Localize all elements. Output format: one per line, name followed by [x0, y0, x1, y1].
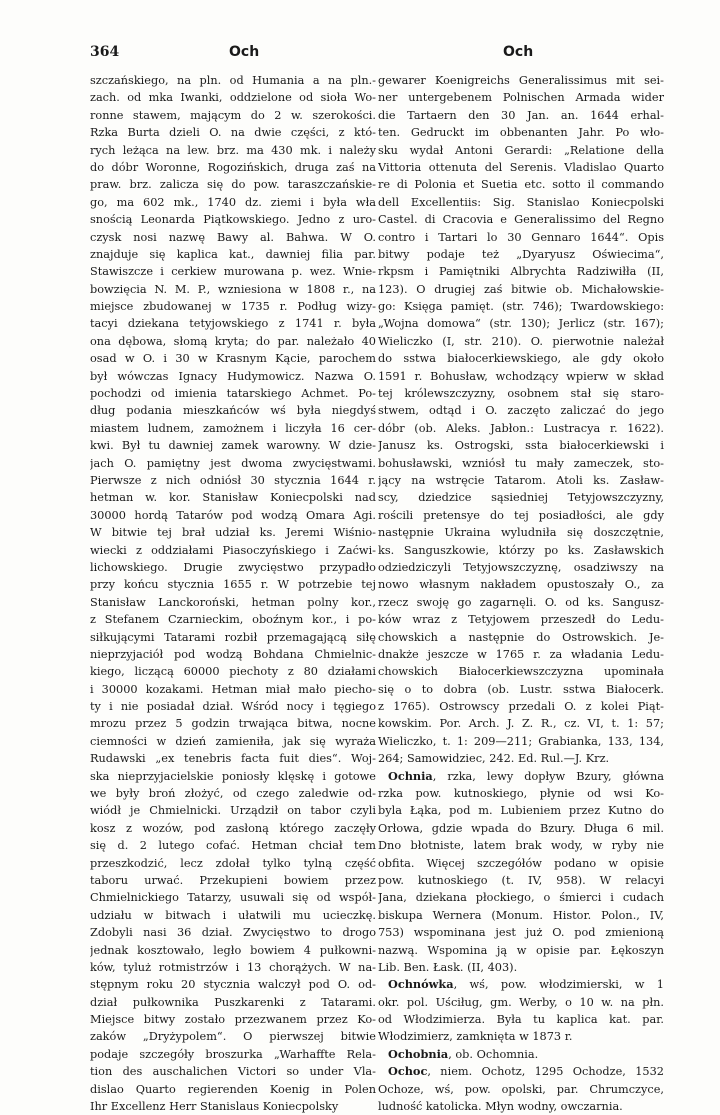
- text-line: praw. brz. zalicza się do pow. taraszczańskie-: [90, 178, 376, 192]
- text-line: wiódł je Chmielnicki. Urządził on tabor czyli: [90, 804, 376, 818]
- text-line: ks. Sanguszkowie, którzy po ks. Zasławskich: [378, 543, 664, 557]
- left-column: [90, 72, 376, 1115]
- text-line: go: Księga pamięt. (str. 746); Twardowskiego:: [378, 300, 664, 314]
- text-line: odziedziczyli Tetyjowszczyznę, osadziwszy na: [378, 560, 664, 574]
- text-line: ków, tyluż rotmistrzów i 13 chorążych. W na-: [90, 960, 376, 974]
- text-line: 264; Samowidziec, 242. Ed. Rul.—J. Krz.: [378, 752, 610, 766]
- text-line: zaków „Dryżypolem“. O pierwszej bitwie: [90, 1030, 376, 1044]
- text-line: Wieliczko (I, str. 210). O. pierwotnie należał: [378, 334, 664, 348]
- text-line: miastem ludnem, zamożnem i liczyła 16 cer-: [90, 421, 376, 435]
- text-line: rzecz swoję go zagarnęli. O. od ks. Sangusz-: [378, 595, 664, 609]
- text-line: rkpsm i Pamiętniki Albrychta Radziwiłła (II,: [378, 265, 664, 279]
- text-line: tion des auschalichen Victori so under Vla-: [90, 1065, 376, 1079]
- text-line: sku wydał Antoni Gerardi: „Relatione della: [378, 143, 664, 157]
- text-line: ronne stawem, mającym do 2 w. szerokości.: [90, 108, 376, 122]
- text-line: miejsce zbudowanej w 1735 r. Podług wizy-: [90, 300, 376, 314]
- text-line: dell Excellentiis: Sig. Stanislao Koniecpolski: [378, 195, 664, 209]
- text-line: rzka pow. kutnoskiego, płynie od wsi Ko-: [378, 787, 664, 801]
- text-line: ona dębowa, słomą kryta; do par. należało 40: [90, 334, 376, 348]
- text-line: się d. 2 lutego cofać. Hetman chciał tem: [90, 839, 376, 853]
- text-line: Stawiszcze i cerkiew murowana p. wez. Wnie-: [90, 265, 376, 279]
- text-line: jach O. pamiętny jest dwoma zwycięstwami.: [90, 456, 376, 470]
- text-line: przy końcu stycznia 1655 r. W potrzebie tej: [90, 578, 376, 592]
- text-line: pochodzi od imienia tatarskiego Achmet. Po-: [90, 387, 376, 401]
- text-line: nazwą. Wspomina ją w opisie par. Łękoszyn: [378, 943, 664, 957]
- text-line: Lib. Ben. Łask. (II, 403).: [378, 960, 518, 974]
- text-line: byla Łąka, pod m. Lubieniem przez Kutno do: [378, 804, 664, 818]
- text-line: siłkującymi Tatarami rozbił przemagającą siłę: [90, 630, 376, 644]
- text-line: dział pułkownika Puszkarenki z Tatarami.: [90, 995, 376, 1009]
- text-line: Rudawski „ex tenebris facta fuit dies“. Woj-: [90, 752, 376, 766]
- text-line: Ochoc, niem. Ochotz, 1295 Ochodze, 1532: [388, 1064, 664, 1079]
- text-line: Rzka Burta dzieli O. na dwie części, z któ-: [90, 126, 376, 140]
- text-line: Zdobyli nasi 36 dział. Zwycięstwo to drogo: [90, 926, 376, 940]
- text-line: kwi. Był tu dawniej zamek warowny. W dzie-: [90, 439, 376, 453]
- text-line: wiecki z oddziałami Piasoczyńskiego i Zaćwi-: [90, 543, 376, 557]
- text-line: znajduje się kaplica kat., dawniej filia par.: [90, 247, 376, 261]
- text-line: ner untergebenem Polnischen Armada wider: [378, 91, 664, 105]
- running-title-right: Och: [503, 44, 534, 60]
- text-line: biskupa Wernera (Monum. Histor. Polon., IV,: [378, 908, 664, 922]
- text-line: chowskich Białocerkiewszczyzna upominała: [378, 665, 664, 679]
- text-line: kowskim. Por. Arch. J. Z. R., cz. VI, t. 1: 57;: [378, 717, 664, 731]
- text-line: ków wraz z Tetyjowem przeszedł do Ledu-: [378, 613, 664, 627]
- text-line: 1591 r. Bohusław, wchodzący wpierw w skład: [378, 369, 664, 383]
- entry-headword: Ochoc: [388, 1064, 428, 1079]
- text-line: z 1765). Ostrowscy przedali O. z kolei Piąt-: [378, 700, 664, 714]
- text-line: nowo własnym nakładem opustoszały O., za: [378, 578, 664, 592]
- entry-headword: Ochnia: [388, 768, 433, 783]
- text-line: rościli pretensye do tej posiadłości, ale gdy: [378, 508, 664, 522]
- text-line: tacyi dziekana tetyjowskiego z 1741 r. była: [90, 317, 376, 331]
- text-line: chowskich a następnie do Ostrowskich. Je-: [378, 630, 664, 644]
- text-line: 30000 hordą Tatarów pod wodzą Omara Agi.: [90, 508, 376, 522]
- text-line: przeszkodzić, lecz zdołał tylko tylną część: [90, 856, 376, 870]
- text-line: kosz z wozów, pod zasłoną którego zaczęły: [90, 821, 376, 835]
- text-line: tej królewszczyzny, osobnem stał się staro-: [378, 387, 664, 401]
- text-line: był wówczas Ignacy Hudymowicz. Nazwa O.: [90, 369, 376, 383]
- text-line: stępnym roku 20 stycznia walczył pod O. od-: [90, 978, 376, 992]
- text-line: się o to dobra (ob. Lustr. sstwa Białocerk.: [378, 682, 664, 696]
- text-line: kiego, liczącą 60000 piechoty z 80 działami: [90, 665, 376, 679]
- text-line: do dóbr Woronne, Rogozińskich, druga zaś na: [90, 160, 376, 174]
- text-line: dnakże jeszcze w 1765 r. za władania Ledu-: [378, 647, 664, 661]
- text-line: ska nieprzyjacielskie poniosły klęskę i gotowe: [90, 769, 376, 783]
- text-line: dóbr (ob. Aleks. Jabłon.: Lustracya r. 1622).: [378, 421, 664, 435]
- text-line: W bitwie tej brał udział ks. Jeremi Wiśnio-: [90, 526, 376, 540]
- text-line: Ihr Excellenz Herr Stanislaus Koniecpolsky: [90, 1100, 339, 1114]
- text-line: re di Polonia et Suetia etc. sotto il commando: [378, 178, 664, 192]
- text-line: Dno błotniste, latem brak wody, w ryby nie: [378, 839, 664, 853]
- text-line: z Stefanem Czarnieckim, oboźnym kor., i po-: [90, 613, 376, 627]
- text-line: Stanisław Lanckoroński, hetman polny kor.,: [90, 595, 376, 609]
- text-line: ludność katolicka. Młyn wodny, owczarnia.: [378, 1100, 623, 1114]
- text-line: Włodzimierz, zamknięta w 1873 r.: [378, 1030, 573, 1044]
- text-line: osad w O. i 30 w Krasnym Kącie, parochem: [90, 352, 376, 366]
- text-line: Miejsce bitwy zostało przezwanem przez Ko-: [90, 1013, 376, 1027]
- text-line: następnie Ukraina wyludniła się doszczętnie,: [378, 526, 664, 540]
- text-line: lichowskiego. Drugie zwycięstwo przypadło: [90, 560, 376, 574]
- text-line: dislao Quarto regierenden Koenig in Polen: [90, 1082, 376, 1096]
- text-line: nieprzyjaciół pod wodzą Bohdana Chmielnic-: [90, 647, 376, 661]
- text-line: Chmielnickiego Tatarzy, usuwali się od współ-: [90, 891, 376, 905]
- text-line: Ochnia, rzka, lewy dopływ Bzury, główna: [388, 768, 664, 783]
- entry-headword: Ochnówka: [388, 977, 454, 992]
- text-line: mrozu przez 5 godzin trwająca bitwa, nocne: [90, 717, 376, 731]
- text-line: Castel. di Cracovia e Generalissimo del Regno: [378, 213, 664, 227]
- text-line: ciemności w dzień zamieniła, jak się wyraża: [90, 734, 376, 748]
- text-line: go, ma 602 mk., 1740 dz. ziemi i była wła: [90, 195, 376, 209]
- text-line: 753) wspominana jest już O. pod zmienioną: [378, 926, 664, 940]
- text-line: Ochobnia, ob. Ochomnia.: [388, 1046, 539, 1061]
- text-line: Pierwsze z nich odniósł 30 stycznia 1644 r.: [90, 473, 376, 487]
- text-line: Wieliczko, t. 1: 209—211; Grabianka, 133, 134,: [378, 734, 664, 748]
- text-line: ty i nie posiadał dział. Wśród nocy i tęgiego: [90, 700, 376, 714]
- text-line: podaje szczegóły broszurka „Warhaffte Rela-: [90, 1047, 376, 1061]
- text-line: die Tartaern den 30 Jan. an. 1644 erhal-: [378, 108, 664, 122]
- text-line: bitwy podaje też „Dyaryusz Oświecima“,: [378, 247, 664, 261]
- text-line: Ochoze, wś, pow. opolski, par. Chrumczyce,: [378, 1082, 664, 1096]
- entry-headword: Ochobnia: [388, 1046, 449, 1061]
- text-line: we były broń złożyć, od czego zaledwie od-: [90, 787, 376, 801]
- text-line: udziału w bitwach i ułatwili mu ucieczkę.: [90, 908, 376, 922]
- text-line: dług podania mieszkańców wś była niegdyś: [90, 404, 376, 418]
- text-line: Vittoria ottenuta del Serenis. Vladislao Quarto: [378, 160, 664, 174]
- text-line: taboru urwać. Przekupieni bowiem przez: [90, 873, 376, 887]
- text-line: do sstwa białocerkiewskiego, ale gdy około: [378, 352, 664, 366]
- text-line: „Wojna domowa“ (str. 130); Jerlicz (str. 167);: [378, 317, 664, 331]
- text-line: gewarer Koenigreichs Generalissimus mit sei-: [378, 74, 664, 87]
- text-line: bohusławski, wzniósł tu mały zameczek, sto-: [378, 456, 664, 470]
- text-line: obfita. Więcej szczegółów podano w opisie: [378, 856, 664, 870]
- text-line: pow. kutnoskiego (t. IV, 958). W relacyi: [378, 873, 664, 887]
- text-line: contro i Tartari lo 30 Gennaro 1644“. Opis: [378, 230, 664, 244]
- text-line: snością Leonarda Piątkowskiego. Jedno z uro-: [90, 213, 376, 227]
- text-line: szczańskiego, na pln. od Humania a na pln.-: [90, 74, 376, 87]
- page-header: [0, 44, 720, 64]
- text-line: od Włodzimierza. Była tu kaplica kat. par.: [378, 1013, 664, 1027]
- text-line: rych leżąca na lew. brz. ma 430 mk. i należy: [90, 143, 376, 157]
- text-line: Orłowa, gdzie wpada do Bzury. Długa 6 mil.: [378, 821, 664, 835]
- text-line: jący na wstręcie Tatarom. Atoli ks. Zasław-: [378, 473, 664, 487]
- text-line: scy, dziedzice sąsiedniej Tetyjowszczyzny,: [378, 491, 664, 505]
- text-line: jednak kosztowało, legło bowiem 4 pułkowni-: [90, 943, 376, 957]
- text-line: stwem, odtąd i O. zaczęto zaliczać do jego: [378, 404, 664, 418]
- running-title-left: Och: [229, 44, 260, 60]
- page-number: 364: [90, 44, 120, 60]
- text-line: Ochnówka, wś, pow. włodzimierski, w 1: [388, 977, 664, 992]
- right-column: [378, 72, 664, 1115]
- text-line: zach. od mka Iwanki, oddzielone od sioła Wo-: [90, 91, 376, 105]
- text-line: i 30000 kozakami. Hetman miał mało piecho-: [90, 682, 376, 696]
- text-line: 123). O drugiej zaś bitwie ob. Michałowskie-: [378, 282, 664, 296]
- text-line: Janusz ks. Ostrogski, ssta białocerkiewski i: [378, 439, 664, 453]
- text-line: Jana, dziekana płockiego, o śmierci i cudach: [378, 891, 664, 905]
- text-line: bowzięcia N. M. P., wzniesiona w 1808 r., na: [90, 282, 376, 296]
- text-line: ten. Gedruckt im obbenanten Jahr. Po wło-: [378, 126, 664, 140]
- text-line: czysk nosi nazwę Bawy al. Bahwa. W O.: [90, 230, 376, 244]
- text-line: okr. pol. Uściług, gm. Werby, o 10 w. na płn.: [378, 995, 664, 1009]
- text-line: hetman w. kor. Stanisław Koniecpolski nad: [90, 491, 376, 505]
